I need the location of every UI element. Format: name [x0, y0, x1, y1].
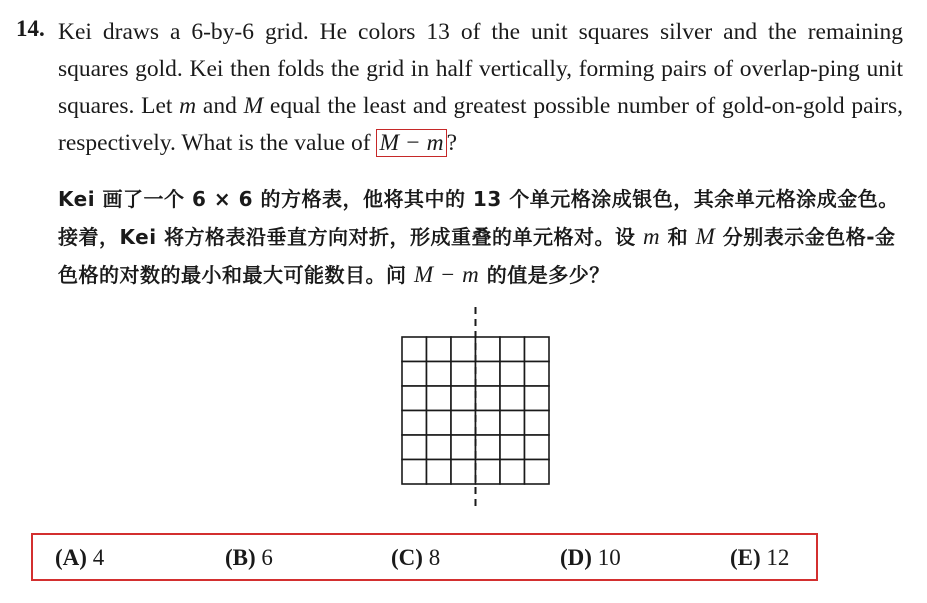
problem-number: 14. [16, 16, 45, 41]
grid-cell [427, 362, 452, 387]
answer-value: 12 [766, 545, 790, 570]
grid-cell [525, 435, 550, 460]
answer-letter: (A) [55, 545, 87, 570]
answer-value: 6 [261, 545, 273, 570]
grid-cell [427, 337, 452, 362]
answer-value: 8 [428, 545, 441, 570]
grid-cell [525, 386, 550, 411]
answer-choice-a[interactable] [55, 545, 104, 571]
en-var-M: M [243, 93, 264, 119]
grid-cell [451, 460, 476, 485]
grid-cell [500, 337, 525, 362]
grid-cell [451, 386, 476, 411]
en-var-m: m [179, 93, 197, 119]
grid-cell [500, 362, 525, 387]
grid-cell [476, 411, 501, 436]
grid-cell [500, 435, 525, 460]
zh-var-m: m [643, 224, 661, 249]
grid-cell [476, 337, 501, 362]
grid-cell [427, 386, 452, 411]
answer-choice-c[interactable] [391, 545, 440, 571]
grid-cell [402, 386, 427, 411]
grid-cell [451, 337, 476, 362]
zh-expression: M − m [413, 262, 480, 287]
grid-cell [427, 435, 452, 460]
grid-cell [402, 411, 427, 436]
grid-cell [427, 460, 452, 485]
grid-cell [451, 411, 476, 436]
answer-choice-b[interactable] [225, 545, 273, 571]
zh-text-3: 分别表示金色格-金色格的对数的最小和最大可能数目。问 [58, 225, 896, 287]
zh-text-2: 和 [660, 225, 696, 249]
grid-cell [402, 362, 427, 387]
answer-value: 4 [92, 545, 105, 570]
en-text-3: equal the least and greatest possible number of gold-on-gold pairs, respectively. What is the value of [58, 93, 903, 156]
zh-text-1: Kei 画了一个 6 × 6 的方格表，他将其中的 13 个单元格涂成银色，其余单元格涂成金色。接着，Kei 将方格表沿垂直方向对折，形成重叠的单元格对。设 [58, 187, 899, 249]
grid-cell [525, 362, 550, 387]
grid-cell [427, 411, 452, 436]
answer-letter: (C) [391, 545, 423, 570]
en-text-1: Kei draws a 6-by-6 grid. He colors 13 of the unit squares silver and the remaining squares gold. Kei then folds the grid in half vertically, forming pairs of overlap-ping unit squares. Let [58, 19, 903, 119]
grid-cell [402, 435, 427, 460]
answer-letter: (D) [560, 545, 592, 570]
grid-figure [396, 305, 556, 515]
grid-cell [500, 411, 525, 436]
grid-cell [451, 435, 476, 460]
grid-cell [476, 386, 501, 411]
grid-cell [451, 362, 476, 387]
answer-value: 10 [597, 545, 621, 570]
grid-cell [402, 460, 427, 485]
answer-letter: (B) [225, 545, 256, 570]
answer-choice-e[interactable] [730, 545, 789, 571]
en-text-2: and [196, 93, 244, 119]
grid-cell [402, 337, 427, 362]
grid-svg [396, 305, 556, 510]
grid-cell [525, 460, 550, 485]
grid-cell [525, 411, 550, 436]
zh-var-M: M [695, 224, 716, 249]
en-text-4: ? [446, 130, 458, 156]
highlighted-expression: M − m [376, 129, 446, 157]
grid-cell [525, 337, 550, 362]
problem-statement-english [58, 14, 903, 162]
answer-choices [31, 533, 818, 581]
zh-text-4: 的值是多少？ [479, 263, 610, 287]
grid-cell [500, 386, 525, 411]
grid-cell [476, 362, 501, 387]
grid-cell [476, 435, 501, 460]
grid-cell [500, 460, 525, 485]
grid-cell [476, 460, 501, 485]
answer-choice-d[interactable] [560, 545, 621, 571]
answer-letter: (E) [730, 545, 761, 570]
problem-statement-chinese [58, 180, 903, 294]
